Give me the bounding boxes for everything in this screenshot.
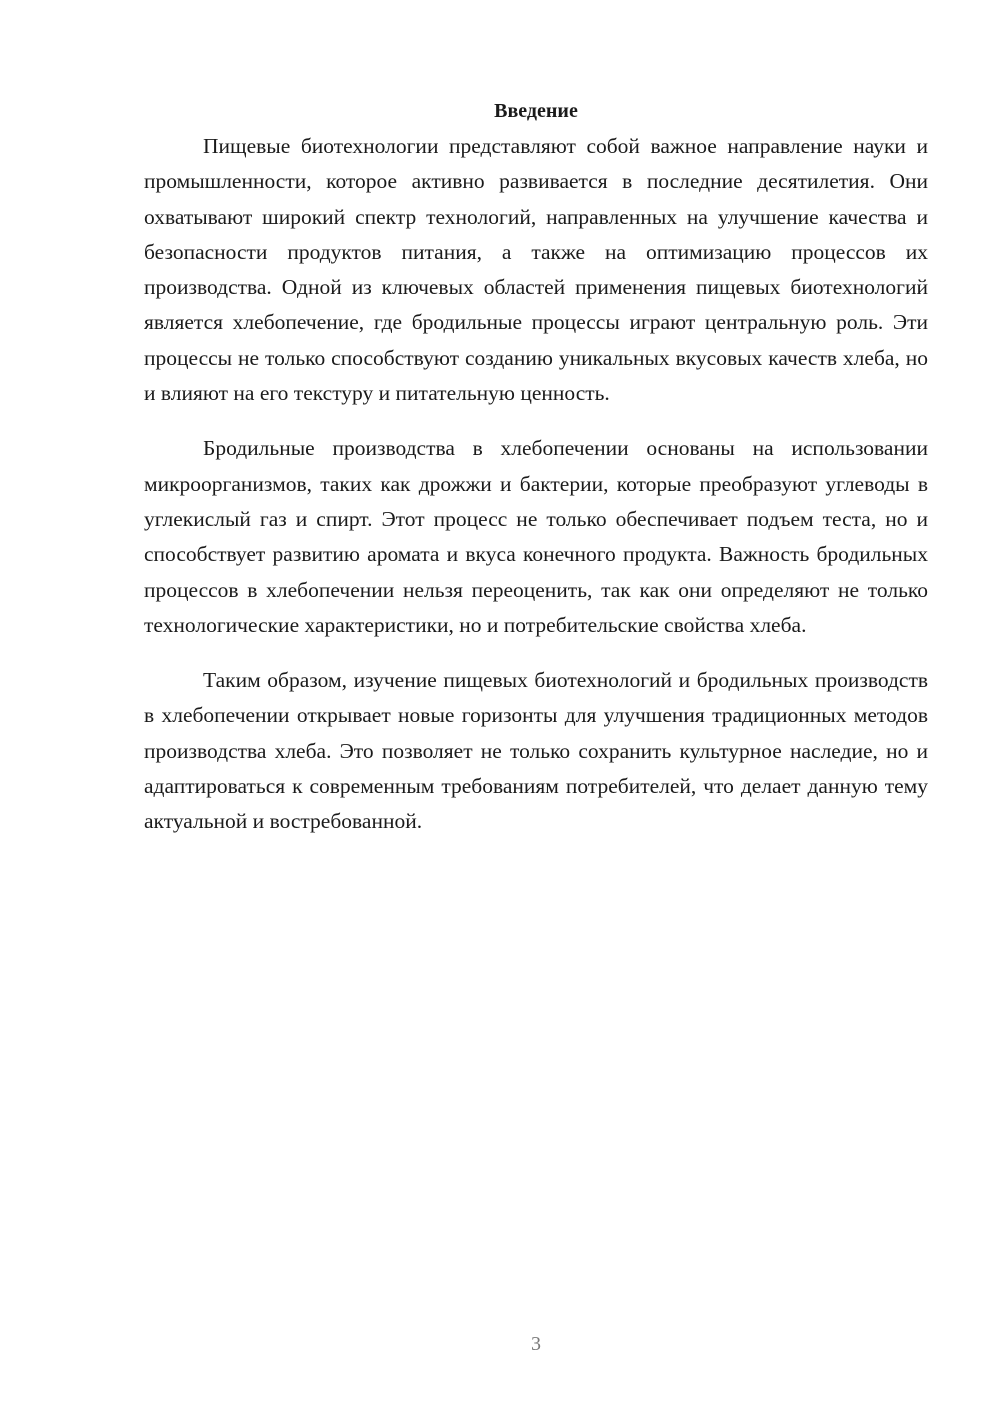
paragraph-1: Пищевые биотехнологии представляют собой важное направление науки и промышленности, которое активно развивается в последние десятилетия. Они охватывают широкий спектр технологий, направленных на улучшение качества и безопасности продуктов питания, а также на оптимизацию процессов их производства. Одной из ключевых областей применения пищевых биотехнологий является хлебопечение, где бродильные процессы играют центральную роль. Эти процессы не только способствуют созданию уникальных вкусовых качеств хлеба, но и влияют на его текстуру и питательную ценность. xyxy=(144,134,928,406)
paragraph-3: Таким образом, изучение пищевых биотехнологий и бродильных производств в хлебопечении открывает новые горизонты для улучшения традиционных методов производства хлеба. Это позволяет не только сохранить культурное наследие, но и адаптироваться к современным требованиям потребителей, что делает данную тему актуальной и востребованной. xyxy=(144,668,928,834)
page-number: 3 xyxy=(531,1333,541,1355)
paragraph-2: Бродильные производства в хлебопечении основаны на использовании микроорганизмов, таких как дрожжи и бактерии, которые преобразуют углеводы в углекислый газ и спирт. Этот процесс не только обеспечивает подъем теста, но и способствует развитию аромата и вкуса конечного продукта. Важность бродильных процессов в хлебопечении нельзя переоценить, так как они определяют не только технологические характеристики, но и потребительские свойства хлеба. xyxy=(144,436,928,637)
section-heading: Введение xyxy=(494,100,578,122)
page-content xyxy=(144,94,928,840)
